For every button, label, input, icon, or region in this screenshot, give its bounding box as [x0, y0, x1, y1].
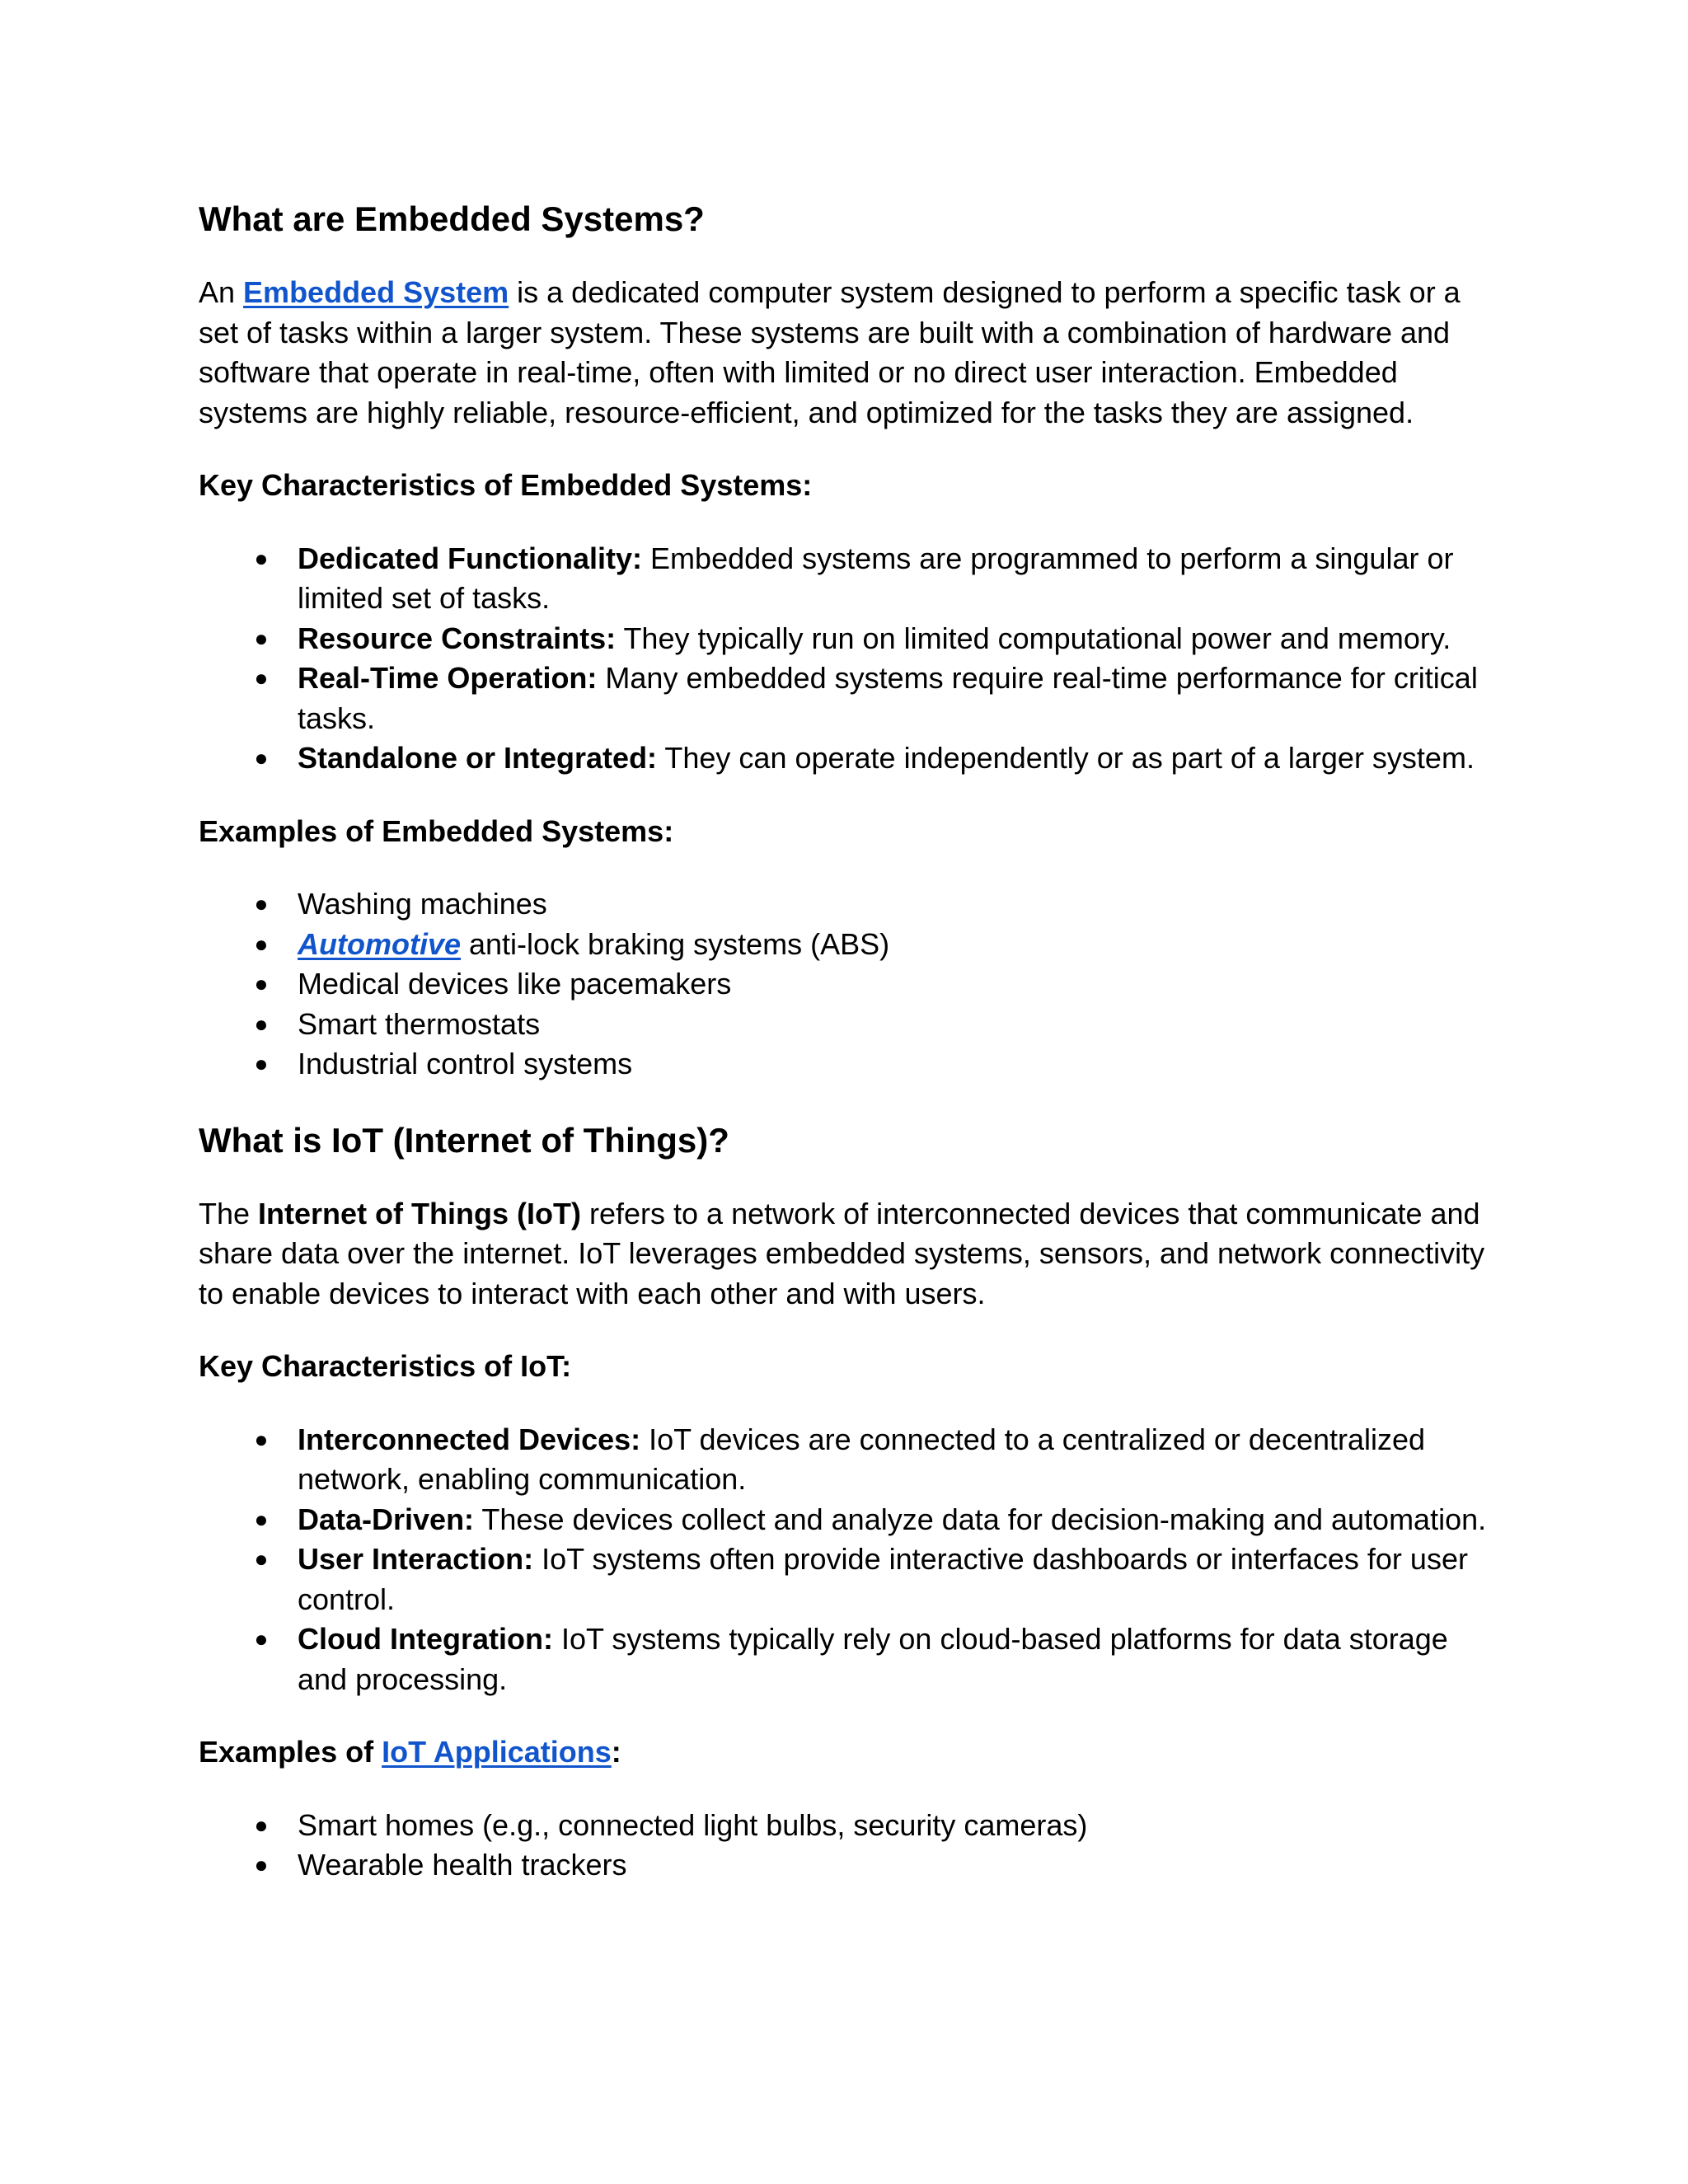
characteristic-desc: IoT devices are connected to a centralized or decentralized network, enabling communication.	[298, 1422, 1426, 1496]
characteristic-desc: Many embedded systems require real-time performance for critical tasks.	[298, 661, 1478, 735]
example-text: Smart thermostats	[298, 1006, 541, 1041]
bullet-icon: ●	[254, 971, 269, 996]
characteristic-desc: They can operate independently or as part of a larger system.	[657, 741, 1475, 775]
intro-prefix: An	[199, 275, 244, 309]
embedded-characteristics-heading: Key Characteristics of Embedded Systems:	[199, 468, 813, 502]
bullet-icon: ●	[254, 545, 269, 571]
bullet-icon: ●	[254, 1010, 269, 1037]
list-item	[199, 1806, 1501, 1846]
automotive-link[interactable]: Automotive	[298, 926, 461, 961]
embedded-examples-list	[199, 884, 1501, 1085]
bullet-icon: ●	[254, 745, 269, 771]
example-text: anti-lock braking systems (ABS)	[461, 926, 890, 961]
characteristic-desc: Embedded systems are programmed to perform a singular or limited set of tasks.	[298, 541, 1454, 615]
embedded-systems-intro	[199, 273, 1501, 433]
characteristic-term: Standalone or Integrated:	[298, 741, 658, 775]
characteristic-term: Dedicated Functionality:	[298, 541, 643, 575]
list-item	[199, 1540, 1501, 1619]
list-item	[199, 1005, 1501, 1045]
list-item	[199, 1619, 1501, 1699]
bullet-icon: ●	[254, 1626, 269, 1652]
intro-rest: is a dedicated computer system designed to perform a specific task or a set of tasks within a larger system. These systems are built with a combination of hardware and software that operate in real-time, often with limited or no direct user interaction. Embedded systems are highly reliable, resource-efficient, and optimized for the tasks they are assigned.	[199, 275, 1461, 429]
list-item	[199, 658, 1501, 738]
bullet-icon: ●	[254, 1426, 269, 1452]
iot-term: Internet of Things (IoT)	[258, 1196, 581, 1230]
list-item	[199, 964, 1501, 1005]
characteristic-term: Resource Constraints:	[298, 621, 617, 655]
characteristic-desc: They typically run on limited computational power and memory.	[616, 621, 1451, 655]
list-item	[199, 1500, 1501, 1540]
iot-characteristics-heading: Key Characteristics of IoT:	[199, 1349, 572, 1383]
iot-intro	[199, 1194, 1501, 1315]
intro-rest: refers to a network of interconnected devices that communicate and share data over the internet. IoT leverages embedded systems, sensors, and network connectivity to enable devices to interact with each other and with users.	[199, 1196, 1485, 1310]
characteristic-term: Interconnected Devices:	[298, 1422, 641, 1456]
embedded-system-link[interactable]: Embedded System	[243, 275, 509, 309]
intro-prefix: The	[199, 1196, 259, 1230]
embedded-examples-heading: Examples of Embedded Systems:	[199, 813, 674, 848]
section-heading-embedded-systems: What are Embedded Systems?	[199, 199, 705, 238]
document-page	[199, 194, 1501, 1886]
characteristic-term: Data-Driven:	[298, 1502, 475, 1536]
bullet-icon: ●	[254, 1051, 269, 1076]
example-text: Washing machines	[298, 887, 547, 921]
bullet-icon: ●	[254, 665, 269, 691]
bullet-icon: ●	[254, 1852, 269, 1877]
bullet-icon: ●	[254, 625, 269, 651]
example-text: Medical devices like pacemakers	[298, 967, 732, 1001]
iot-characteristics-list	[199, 1420, 1501, 1700]
example-text: Wearable health trackers	[298, 1848, 627, 1882]
characteristic-term: Real-Time Operation:	[298, 661, 598, 695]
list-item	[199, 1420, 1501, 1500]
iot-examples-list	[199, 1806, 1501, 1886]
list-item	[199, 1845, 1501, 1886]
example-text: Industrial control systems	[298, 1047, 633, 1080]
section-heading-iot: What is IoT (Internet of Things)?	[199, 1120, 729, 1160]
examples-heading-suffix: :	[611, 1735, 621, 1769]
embedded-characteristics-list	[199, 539, 1501, 779]
list-item	[199, 619, 1501, 659]
characteristic-term: Cloud Integration:	[298, 1622, 553, 1656]
example-text: Smart homes (e.g., connected light bulbs, security cameras)	[298, 1807, 1088, 1842]
list-item	[199, 1044, 1501, 1085]
iot-examples-heading	[199, 1732, 1501, 1773]
characteristic-desc: IoT systems typically rely on cloud-based platforms for data storage and processing.	[298, 1622, 1448, 1696]
list-item	[199, 539, 1501, 619]
characteristic-desc: IoT systems often provide interactive dashboards or interfaces for user control.	[298, 1542, 1468, 1616]
characteristic-desc: These devices collect and analyze data for decision-making and automation.	[474, 1502, 1487, 1536]
characteristic-term: User Interaction:	[298, 1542, 534, 1576]
list-item	[199, 884, 1501, 925]
bullet-icon: ●	[254, 1546, 269, 1572]
bullet-icon: ●	[254, 891, 269, 916]
bullet-icon: ●	[254, 930, 269, 957]
bullet-icon: ●	[254, 1811, 269, 1838]
iot-applications-link[interactable]: IoT Applications	[382, 1735, 612, 1769]
list-item	[199, 738, 1501, 779]
bullet-icon: ●	[254, 1506, 269, 1532]
examples-heading-prefix: Examples of	[199, 1735, 382, 1769]
list-item	[199, 925, 1501, 965]
